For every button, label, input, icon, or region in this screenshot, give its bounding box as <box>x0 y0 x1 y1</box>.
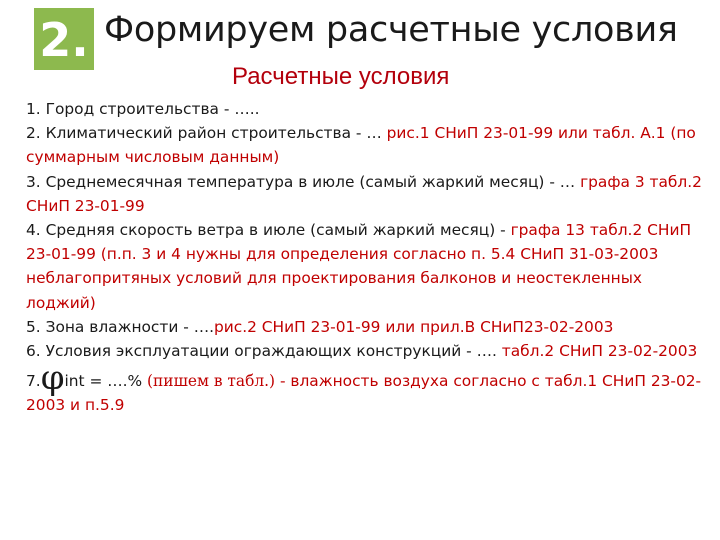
list-item-1 <box>26 97 702 121</box>
item-4-reference: графа 13 табл.2 СНиП 23-01-99 (п.п. 3 и 4 нужны для определения согласно п. 5.4 СНиП 31-03-2003 неблагопритяных условий для проектирования балконов и неостекленных лоджий) <box>26 221 692 312</box>
section-number-badge <box>34 8 94 70</box>
list-item-7 <box>26 358 702 417</box>
item-7-number: 7. <box>26 372 41 391</box>
item-7-reference: влажность воздуха согласно с табл.1 СНиП 23-02-2003 и п.5.9 <box>26 372 702 415</box>
slide-subtitle: Расчетные условия <box>232 63 450 90</box>
item-7-note: (пишем в табл.) <box>147 372 276 391</box>
phi-symbol: φ <box>40 358 65 399</box>
list-item-3 <box>26 170 702 218</box>
item-5-text: 5. Зона влажности - …. <box>26 317 214 336</box>
list-item-6 <box>26 339 702 363</box>
item-2-reference: рис.1 СНиП 23-01-99 или табл. А.1 (по суммарным числовым данным) <box>26 124 696 167</box>
item-5-reference: рис.2 СНиП 23-01-99 или прил.В СНиП23-02-2003 <box>213 317 614 336</box>
list-item-4 <box>26 218 702 315</box>
section-number: 2. <box>39 13 89 67</box>
item-3-text: 3. Среднемесячная температура в июле (самый жаркий месяц) - … <box>26 172 581 191</box>
item-2-text: 2. Климатический район строительства - … <box>26 124 387 143</box>
item-7-text: int = ….% <box>64 372 148 391</box>
list-item-5 <box>26 315 702 339</box>
item-4-text: 4. Средняя скорость ветра в июле (самый жаркий месяц) - <box>26 221 511 240</box>
list-item-2 <box>26 121 702 169</box>
item-1-text: 1. Город строительства - ….. <box>26 100 260 118</box>
item-3-reference: графа 3 табл.2 СНиП 23-01-99 <box>26 172 702 215</box>
item-6-reference: табл.2 СНиП 23-02-2003 <box>501 342 698 361</box>
conditions-list <box>26 97 702 418</box>
item-7-dash: - <box>275 372 291 391</box>
slide-title: Формируем расчетные условия <box>104 10 678 50</box>
item-6-text: 6. Условия эксплуатации ограждающих конструкций - …. <box>26 342 502 361</box>
